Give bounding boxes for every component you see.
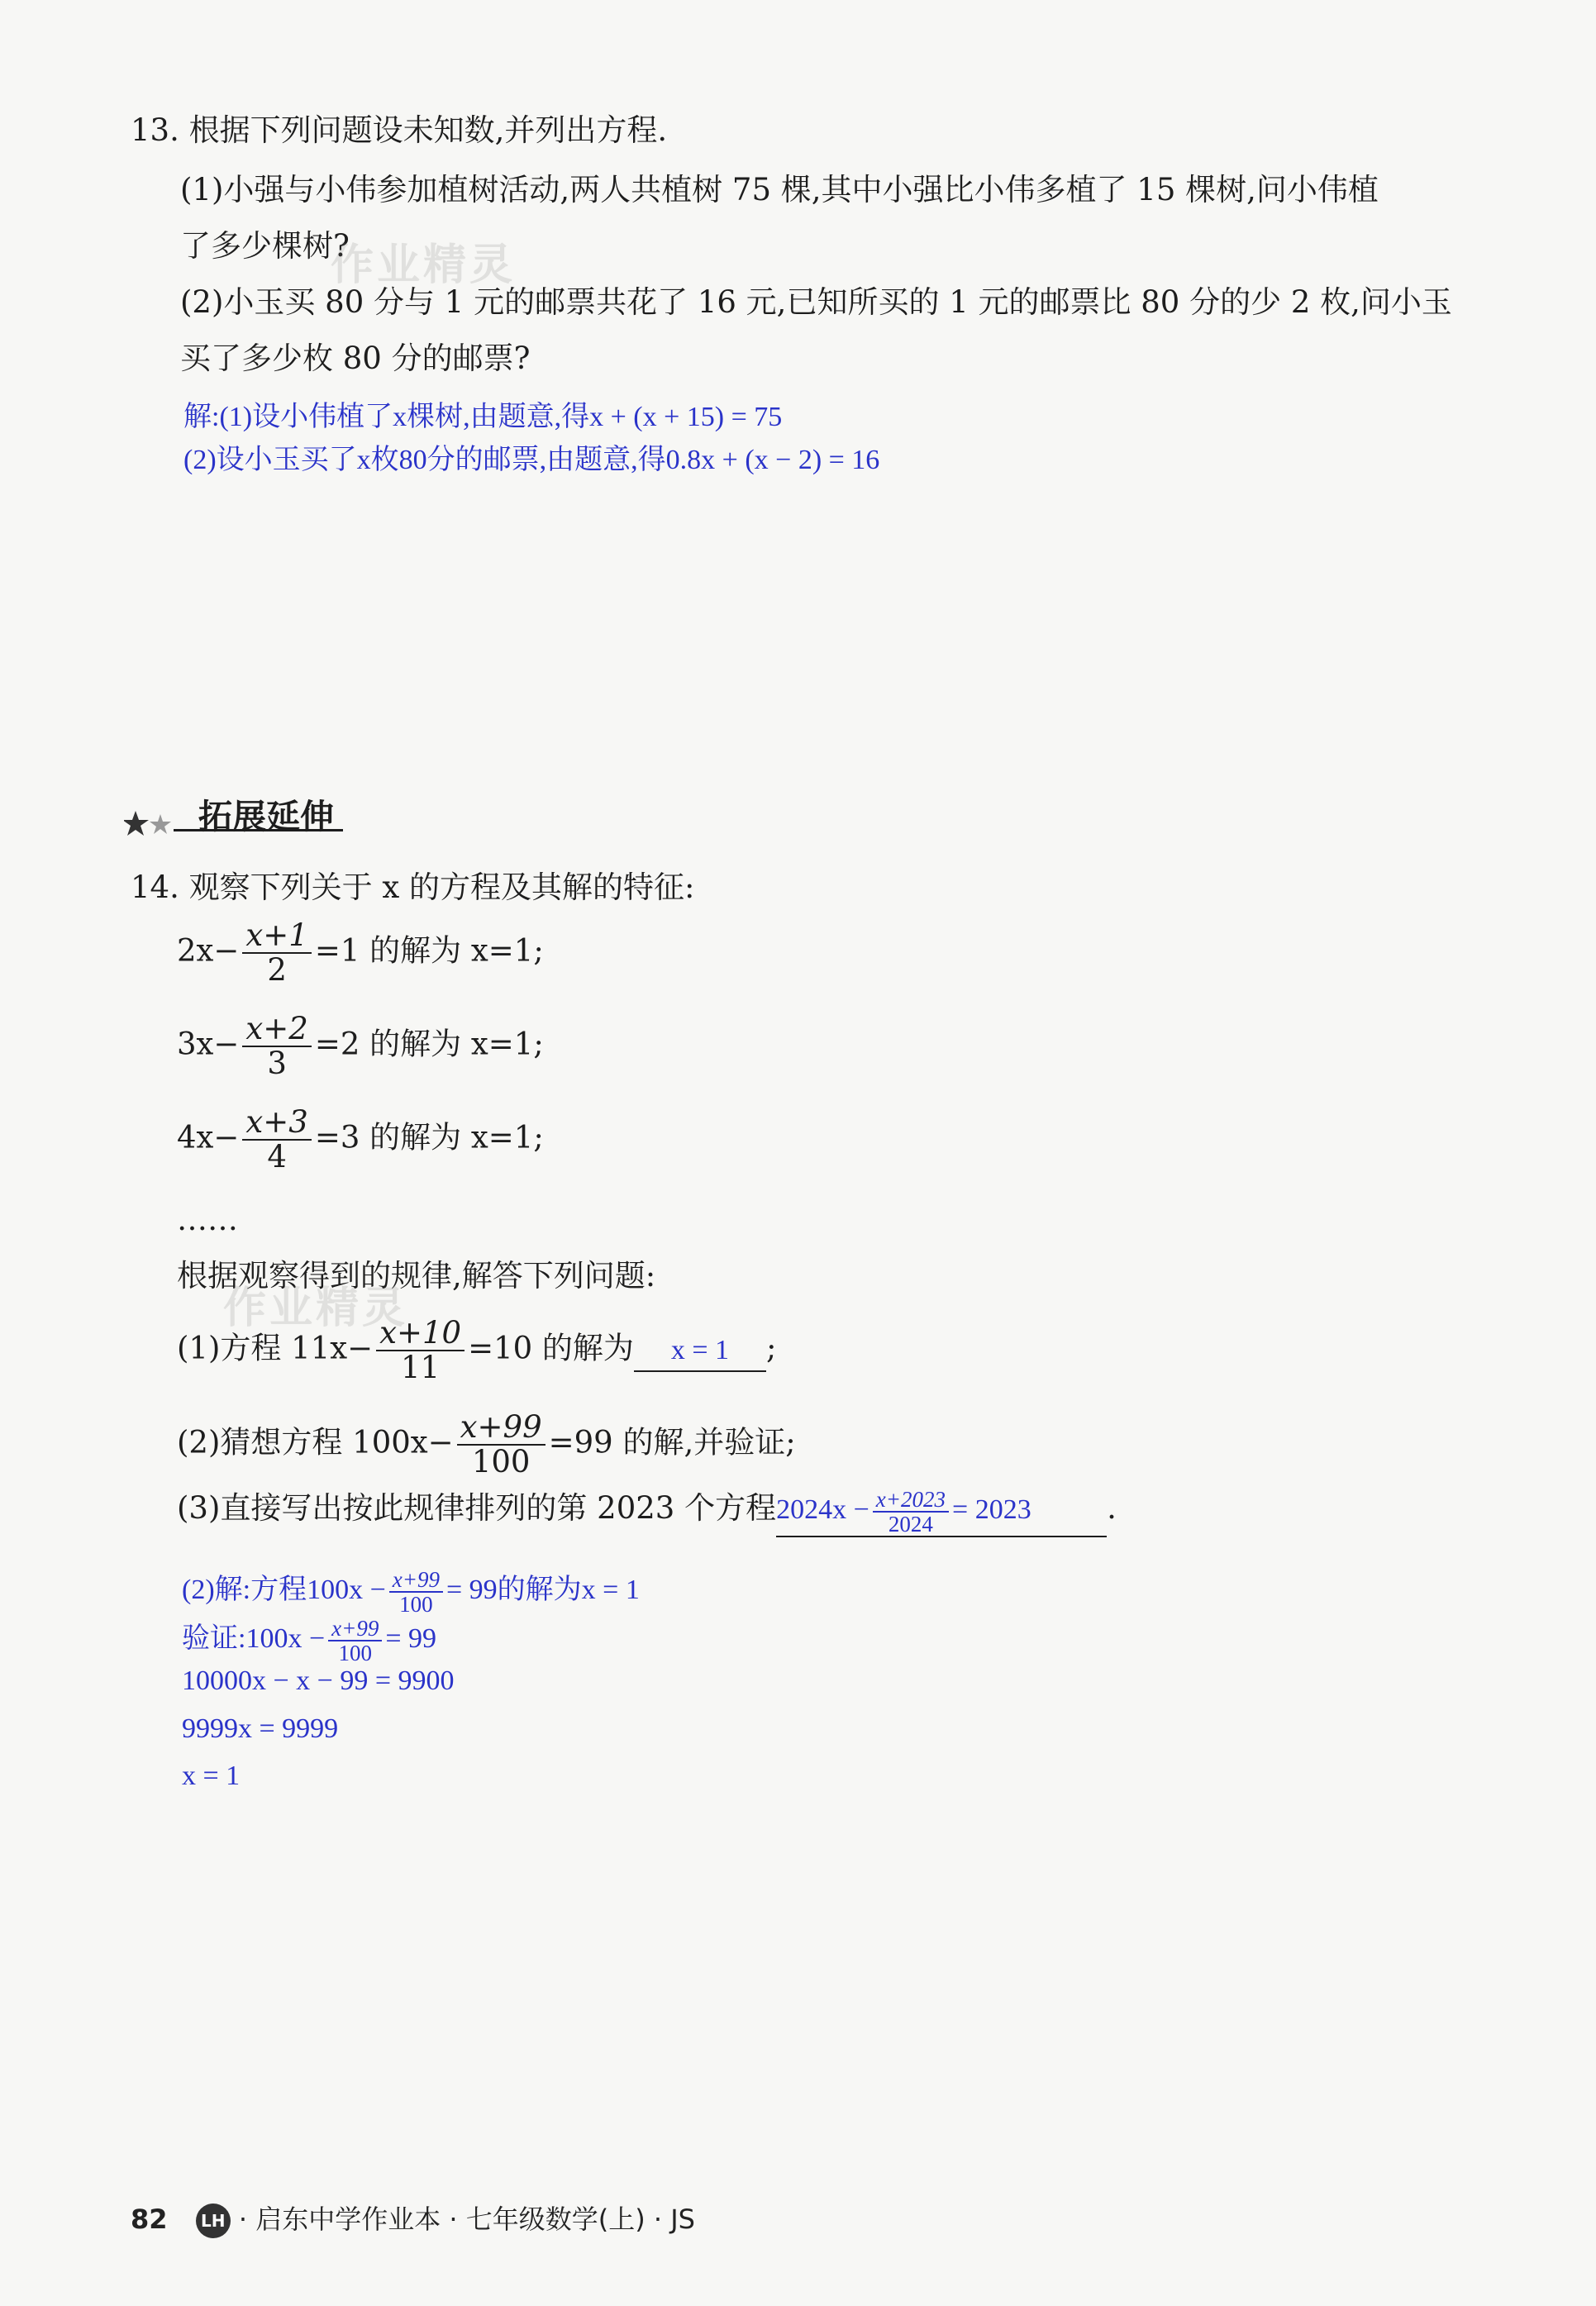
page-number: 82 — [131, 2204, 168, 2235]
p3-answer-num: x+2023 — [873, 1488, 949, 1513]
q13-part1-line1: (1)小强与小伟参加植树活动,两人共植树 75 棵,其中小强比小伟多植了 15 棵树,问小伟植 — [180, 172, 1379, 207]
page-footer — [131, 2199, 695, 2238]
q13-part2-line2: 买了多少枚 80 分的邮票? — [180, 341, 531, 376]
p1-answer-blank[interactable]: x = 1 — [634, 1331, 766, 1372]
eq2-lead: 3x− — [177, 1026, 240, 1062]
work-l2-den: 100 — [338, 1641, 372, 1666]
q13-stem: 13. 根据下列问题设未知数,并列出方程. — [131, 112, 668, 148]
eq3-num: x+3 — [242, 1106, 311, 1141]
p3-end: . — [1107, 1489, 1117, 1526]
p1-num: x+10 — [376, 1317, 465, 1351]
eq3-fraction — [242, 1106, 311, 1174]
work-l2-fraction — [328, 1617, 382, 1665]
q14-example-2 — [177, 1012, 544, 1080]
q14-part3 — [177, 1488, 1117, 1537]
q14-example-1 — [177, 919, 544, 987]
q14-part2 — [177, 1411, 796, 1479]
q14-stem: 14. 观察下列关于 x 的方程及其解的特征: — [131, 870, 695, 905]
q13-answer-1: 解:(1)设小伟植了x棵树,由题意,得x + (x + 15) = 75 — [183, 402, 783, 432]
p1-fraction — [376, 1317, 465, 1384]
p1-tail: =10 的解为 — [468, 1330, 634, 1366]
eq1-den: 2 — [267, 952, 287, 988]
p2-fraction — [457, 1411, 545, 1479]
watermark-1: 作业精灵 — [331, 241, 517, 290]
eq2-num: x+2 — [242, 1012, 311, 1047]
p1-den: 11 — [401, 1350, 441, 1385]
p1-lead: (1)方程 11x− — [177, 1330, 374, 1366]
work-l1-fraction — [389, 1568, 443, 1616]
publisher-logo: LH — [196, 2204, 231, 2238]
p3-answer-lead: 2024x − — [776, 1494, 869, 1525]
q13-part2-line1: (2)小玉买 80 分与 1 元的邮票共花了 16 元,已知所买的 1 元的邮票比 80 分的少 2 枚,问小玉 — [180, 284, 1452, 320]
eq1-lead: 2x− — [177, 932, 240, 969]
work-line-5: x = 1 — [182, 1760, 241, 1791]
work-line-2 — [182, 1615, 436, 1665]
work-l1-tail: = 99的解为x = 1 — [445, 1575, 640, 1605]
work-l1-den: 100 — [399, 1592, 433, 1618]
q13-part1-line2: 了多少棵树? — [180, 228, 350, 264]
work-l1-lead: (2)解:方程100x − — [182, 1575, 386, 1605]
section-heading — [124, 789, 372, 847]
q14-part1 — [177, 1317, 776, 1384]
work-line-3: 10000x − x − 99 = 9900 — [182, 1665, 455, 1696]
p3-lead: (3)直接写出按此规律排列的第 2023 个方程 — [177, 1489, 777, 1526]
work-l2-num: x+99 — [328, 1617, 382, 1641]
work-l2-tail: = 99 — [385, 1623, 437, 1654]
p1-end: ; — [765, 1330, 777, 1366]
work-line-4: 9999x = 9999 — [182, 1713, 339, 1744]
q14-example-3 — [177, 1106, 544, 1174]
p3-answer-den: 2024 — [888, 1512, 933, 1537]
eq3-lead: 4x− — [177, 1119, 240, 1155]
q13-answer-2: (2)设小玉买了x枚80分的邮票,由题意,得0.8x + (x − 2) = 16 — [183, 445, 880, 475]
p2-den: 100 — [471, 1444, 531, 1479]
eq1-fraction — [242, 919, 311, 987]
eq2-tail: =2 的解为 x=1; — [314, 1026, 544, 1062]
p2-num: x+99 — [457, 1411, 545, 1446]
eq3-tail: =3 的解为 x=1; — [314, 1119, 544, 1155]
section-title: 拓展延伸 — [198, 797, 334, 836]
q14-instruction: 根据观察得到的规律,解答下列问题: — [177, 1258, 656, 1294]
q14-ellipsis: …… — [177, 1202, 238, 1237]
p3-answer-blank[interactable] — [776, 1488, 1107, 1537]
star-icon — [124, 808, 190, 844]
eq2-den: 3 — [267, 1046, 287, 1081]
p3-answer-fraction — [873, 1488, 949, 1536]
work-l2-lead: 验证:100x − — [182, 1623, 326, 1654]
eq3-den: 4 — [267, 1139, 287, 1174]
p2-lead: (2)猜想方程 100x− — [177, 1424, 454, 1460]
p3-answer-tail: = 2023 — [952, 1494, 1031, 1525]
eq2-fraction — [242, 1012, 311, 1080]
watermark-2: 作业精灵 — [223, 1284, 409, 1333]
eq1-num: x+1 — [242, 919, 311, 954]
footer-text: · 启东中学作业本 · 七年级数学(上) · JS — [238, 2204, 695, 2235]
work-line-1 — [182, 1566, 640, 1616]
work-l1-num: x+99 — [389, 1568, 443, 1593]
p2-tail: =99 的解,并验证; — [548, 1424, 796, 1460]
eq1-tail: =1 的解为 x=1; — [314, 932, 544, 969]
